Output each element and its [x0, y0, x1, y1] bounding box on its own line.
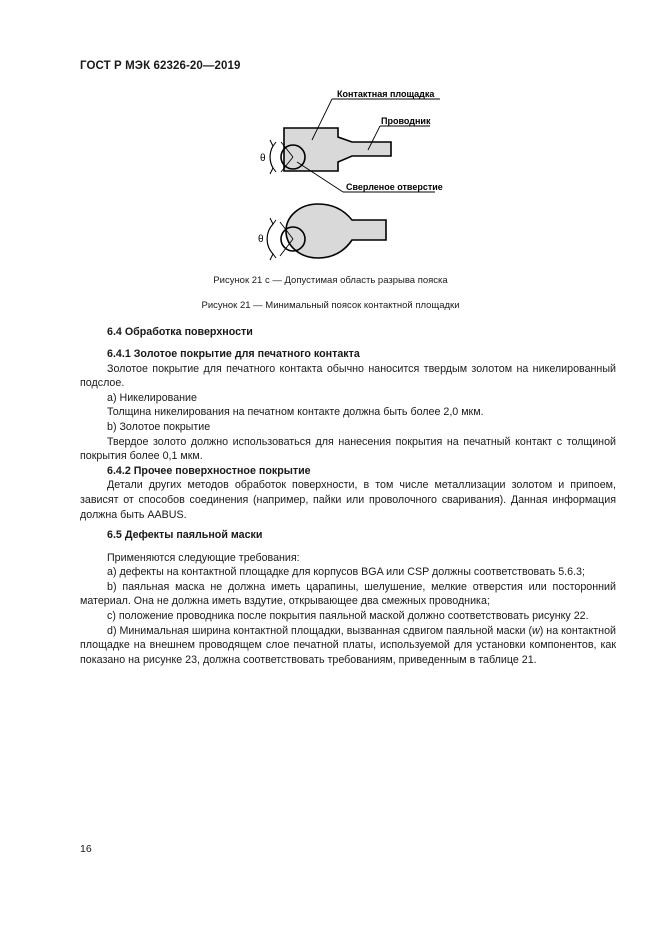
figure-21c [240, 84, 460, 266]
heading-6-4-1: 6.4.1 Золотое покрытие для печатного контакта [107, 348, 360, 360]
heading-6-4: 6.4 Обработка поверхности [107, 326, 253, 338]
figure-caption-sub: Рисунок 21 с — Допустимая область разрыва пояска [213, 275, 448, 286]
page-number: 16 [80, 843, 92, 855]
heading-6-5: 6.5 Дефекты паяльной маски [107, 529, 263, 541]
label-drilled-hole: Сверленое отверстие [346, 182, 443, 192]
paragraph-other-finishes: Детали других методов обработок поверхности, в том числе металлизации золотом и припоем, зависят от способов соединения (например, пайки или проволочного сваривания). Данная информация должна быть AABUS. [80, 479, 616, 521]
paragraph-gold-plating: Золотое покрытие для печатного контакта обычно наносится твердым золотом на никелированный подслое. [80, 362, 616, 390]
requirement-d-start: d) Минимальная ширина контактной площадки, вызванная сдвигом паяльной маски ( [107, 624, 533, 637]
requirement-c: c) положение проводника после покрытия паяльной маской должно соответствовать рисунку 22. [107, 609, 589, 622]
section-6-5 [80, 528, 616, 667]
section-6-4-heading [80, 325, 616, 340]
requirement-a: a) дефекты на контактной площадке для корпусов BGA или CSP должны соответствовать 5.6.3; [107, 566, 585, 579]
label-contact-pad: Контактная площадка [337, 89, 435, 99]
section-6-4-1 [80, 347, 616, 522]
requirement-d [80, 624, 616, 668]
nickel-thickness-text: Толщина никелирования на печатном контакте должна быть более 2,0 мкм. [107, 406, 484, 419]
figure-caption-main: Рисунок 21 — Минимальный поясок контактной площадки [201, 300, 460, 311]
heading-6-4-2: 6.4.2 Прочее поверхностное покрытие [107, 464, 311, 477]
pad-diagram [240, 84, 460, 266]
requirements-intro: Применяются следующие требования: [107, 551, 300, 564]
item-a-nickel: a) Никелирование [107, 391, 197, 404]
gold-thickness-text: Твердое золото должно использоваться для нанесения покрытия на печатный контакт с толщиной покрытия более 0,1 мкм. [80, 435, 616, 463]
item-b-gold: b) Золотое покрытие [107, 420, 211, 433]
rectangular-pad-shape [284, 128, 391, 171]
theta-label-top: θ [260, 153, 266, 164]
annular-break-arc-top [270, 146, 273, 168]
annular-break-arc-bottom [267, 224, 273, 254]
width-variable: w [532, 624, 540, 637]
requirement-b: b) паяльная маска не должна иметь царапины, шелушение, мелкие отверстия или посторонний материал. Она не должна иметь вздутие, открывающее два смежных проводника; [80, 580, 616, 608]
theta-label-bottom: θ [258, 234, 264, 245]
document-header: ГОСТ Р МЭК 62326-20—2019 [80, 60, 241, 72]
label-conductor: Проводник [381, 116, 431, 126]
requirement-d-end: ) на контактной площадке на внешнем проводящем слое печатной платы, используемой для установки компонентов, как показано на рисунке 23, должна соответствовать требованиям, приведенным в таблице 21. [80, 624, 616, 666]
